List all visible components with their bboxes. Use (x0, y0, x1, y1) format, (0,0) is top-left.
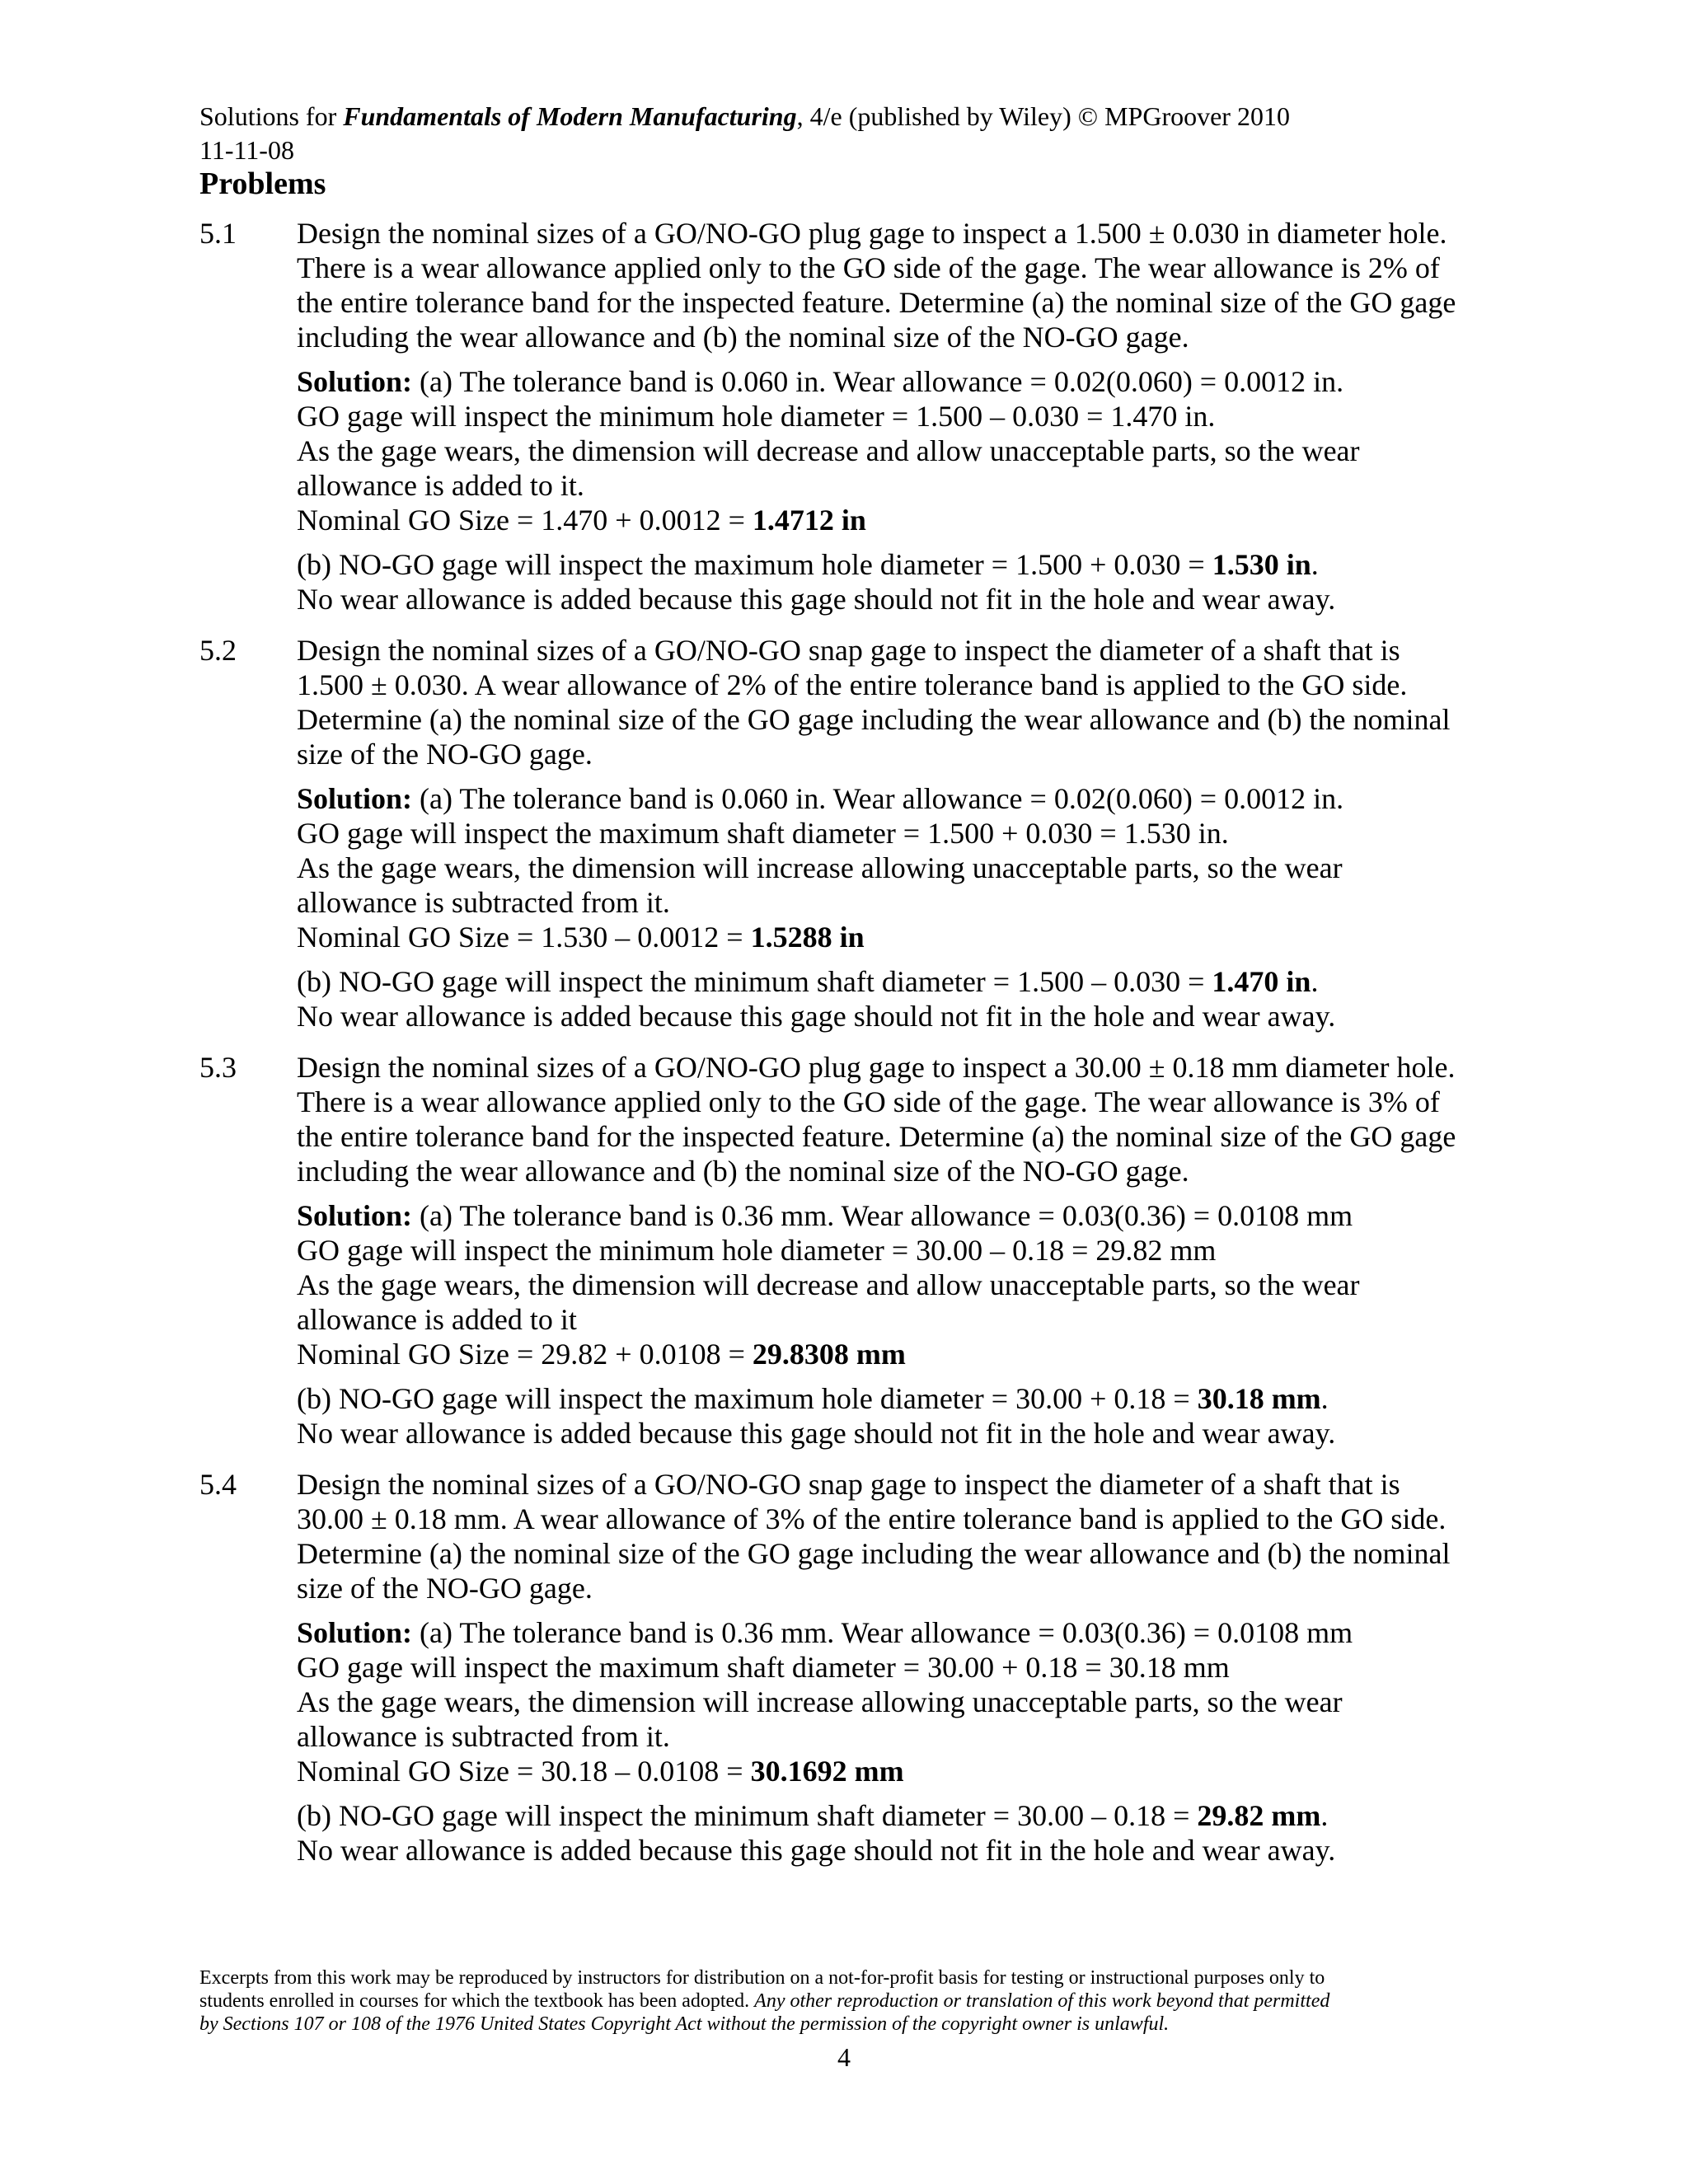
problem-item (199, 633, 1518, 1043)
statement-line: Design the nominal sizes of a GO/NO-GO plug gage to inspect a 1.500 ± 0.030 in diameter hole. (297, 217, 1447, 250)
solution-part-b (297, 1798, 1490, 1868)
section-title: Problems (199, 166, 326, 201)
problem-body (297, 216, 1490, 626)
nogo-suffix: . (1320, 1799, 1329, 1832)
statement-line: Design the nominal sizes of a GO/NO-GO plug gage to inspect a 30.00 ± 0.18 mm diameter hole. (297, 1051, 1456, 1084)
problem-item (199, 216, 1518, 626)
nogo-equation: (b) NO-GO gage will inspect the maximum hole diameter = 1.500 + 0.030 = (297, 548, 1212, 581)
nominal-go-equation: Nominal GO Size = 1.470 + 0.0012 = (297, 504, 753, 537)
solution-line: As the gage wears, the dimension will decrease and allow unacceptable parts, so the wear (297, 1268, 1360, 1301)
nominal-go-equation: Nominal GO Size = 29.82 + 0.0108 = (297, 1338, 753, 1371)
nominal-go-result: 30.1692 mm (750, 1755, 904, 1788)
problem-statement (297, 1467, 1490, 1605)
nogo-suffix: . (1311, 965, 1319, 998)
solution-line: allowance is subtracted from it. (297, 1720, 670, 1753)
nogo-suffix: . (1311, 548, 1319, 581)
nogo-equation: (b) NO-GO gage will inspect the maximum hole diameter = 30.00 + 0.18 = (297, 1382, 1198, 1415)
statement-line: the entire tolerance band for the inspected feature. Determine (a) the nominal size of the GO gage (297, 1120, 1456, 1153)
footer-line-3 (199, 2013, 1502, 2036)
solution-part-a-text: (a) The tolerance band is 0.060 in. Wear allowance = 0.02(0.060) = 0.0012 in. (412, 782, 1344, 815)
solution-first-line (297, 1198, 1490, 1233)
solution-part-b (297, 1381, 1490, 1451)
solution-part-b (297, 964, 1490, 1033)
problem-body (297, 1467, 1490, 1877)
solution-part-a (297, 364, 1490, 537)
solution-part-a-text: (a) The tolerance band is 0.060 in. Wear allowance = 0.02(0.060) = 0.0012 in. (412, 365, 1344, 398)
statement-line: Determine (a) the nominal size of the GO gage including the wear allowance and (b) the nominal (297, 1537, 1451, 1570)
problem-number: 5.1 (199, 217, 237, 250)
problem-statement (297, 216, 1490, 354)
solution-label: Solution: (297, 1616, 413, 1649)
nominal-go-size (297, 503, 1490, 537)
solution-line: allowance is added to it. (297, 469, 584, 502)
nominal-go-result: 1.4712 in (752, 504, 866, 537)
nogo-note: No wear allowance is added because this gage should not fit in the hole and wear away. (297, 1417, 1336, 1450)
solution-part-a (297, 1198, 1490, 1371)
nominal-go-equation: Nominal GO Size = 30.18 – 0.0108 = (297, 1755, 751, 1788)
nogo-size (297, 1381, 1490, 1416)
solution-line: GO gage will inspect the maximum shaft diameter = 30.00 + 0.18 = 30.18 mm (297, 1651, 1230, 1684)
statement-line: including the wear allowance and (b) the nominal size of the NO-GO gage. (297, 321, 1189, 354)
problem-item (199, 1467, 1518, 1877)
statement-line: size of the NO-GO gage. (297, 738, 593, 771)
footer-line-2-italic: Any other reproduction or translation of this work beyond that permitted (754, 1990, 1330, 2012)
copyright-footer (199, 1966, 1502, 2036)
solution-label: Solution: (297, 782, 413, 815)
nominal-go-result: 29.8308 mm (752, 1338, 906, 1371)
solution-line: allowance is added to it (297, 1303, 577, 1336)
problem-body (297, 1050, 1490, 1460)
nogo-suffix: . (1320, 1382, 1329, 1415)
header-prefix: Solutions for (199, 101, 344, 131)
nogo-size (297, 1798, 1490, 1833)
solution-line: allowance is subtracted from it. (297, 886, 670, 919)
problem-item (199, 1050, 1518, 1460)
nominal-go-size (297, 1754, 1490, 1788)
problem-list (199, 216, 1518, 1884)
nominal-go-equation: Nominal GO Size = 1.530 – 0.0012 = (297, 921, 751, 954)
solution-line: GO gage will inspect the minimum hole diameter = 30.00 – 0.18 = 29.82 mm (297, 1234, 1217, 1267)
page-number: 4 (837, 2042, 851, 2072)
problem-number: 5.2 (199, 634, 237, 667)
statement-line: size of the NO-GO gage. (297, 1572, 593, 1605)
statement-line: There is a wear allowance applied only to the GO side of the gage. The wear allowance is 2% of (297, 251, 1440, 284)
nogo-note: No wear allowance is added because this gage should not fit in the hole and wear away. (297, 1834, 1336, 1867)
nominal-go-result: 1.5288 in (750, 921, 865, 954)
nogo-size (297, 964, 1490, 999)
statement-line: Design the nominal sizes of a GO/NO-GO snap gage to inspect the diameter of a shaft that is (297, 1468, 1400, 1501)
footer-line-3-italic: by Sections 107 or 108 of the 1976 United States Copyright Act without the permission of the copyright owner is unlawful. (199, 2013, 1170, 2035)
statement-line: 1.500 ± 0.030. A wear allowance of 2% of the entire tolerance band is applied to the GO side. (297, 668, 1408, 701)
statement-line: There is a wear allowance applied only to the GO side of the gage. The wear allowance is 3% of (297, 1085, 1440, 1118)
solution-part-a-text: (a) The tolerance band is 0.36 mm. Wear allowance = 0.03(0.36) = 0.0108 mm (412, 1199, 1353, 1232)
nogo-size (297, 547, 1490, 582)
statement-line: 30.00 ± 0.18 mm. A wear allowance of 3% of the entire tolerance band is applied to the GO side. (297, 1502, 1447, 1535)
footer-line-2-plain: students enrolled in courses for which the textbook has been adopted. (199, 1990, 755, 2012)
statement-line: Determine (a) the nominal size of the GO gage including the wear allowance and (b) the nominal (297, 703, 1451, 736)
problem-statement (297, 1050, 1490, 1188)
solution-line: As the gage wears, the dimension will increase allowing unacceptable parts, so the wear (297, 1685, 1343, 1718)
solution-label: Solution: (297, 365, 413, 398)
solution-line: As the gage wears, the dimension will increase allowing unacceptable parts, so the wear (297, 851, 1343, 884)
nogo-result: 1.530 in (1212, 548, 1311, 581)
solution-part-b (297, 547, 1490, 616)
solution-part-a (297, 1615, 1490, 1788)
statement-line: Design the nominal sizes of a GO/NO-GO snap gage to inspect the diameter of a shaft that is (297, 634, 1400, 667)
solution-first-line (297, 1615, 1490, 1650)
solution-line: GO gage will inspect the maximum shaft diameter = 1.500 + 0.030 = 1.530 in. (297, 817, 1229, 850)
nogo-result: 1.470 in (1212, 965, 1311, 998)
problem-statement (297, 633, 1490, 771)
nogo-equation: (b) NO-GO gage will inspect the minimum shaft diameter = 1.500 – 0.030 = (297, 965, 1212, 998)
nogo-result: 29.82 mm (1197, 1799, 1321, 1832)
nogo-equation: (b) NO-GO gage will inspect the minimum shaft diameter = 30.00 – 0.18 = (297, 1799, 1198, 1832)
header-date: 11-11-08 (199, 135, 294, 165)
footer-line-1: Excerpts from this work may be reproduced by instructors for distribution on a not-for-profit basis for testing or instructional purposes only to (199, 1967, 1325, 1989)
statement-line: the entire tolerance band for the inspected feature. Determine (a) the nominal size of the GO gage (297, 286, 1456, 319)
problem-number: 5.3 (199, 1051, 237, 1084)
solution-line: GO gage will inspect the minimum hole diameter = 1.500 – 0.030 = 1.470 in. (297, 400, 1216, 433)
nominal-go-size (297, 1337, 1490, 1371)
footer-line-2 (199, 1990, 1502, 2013)
solution-label: Solution: (297, 1199, 413, 1232)
problem-number: 5.4 (199, 1468, 237, 1501)
solution-first-line (297, 364, 1490, 399)
nominal-go-size (297, 920, 1490, 954)
nogo-note: No wear allowance is added because this gage should not fit in the hole and wear away. (297, 1000, 1336, 1033)
page-header (199, 99, 1290, 134)
solution-line: As the gage wears, the dimension will decrease and allow unacceptable parts, so the wear (297, 434, 1360, 467)
header-suffix: , 4/e (published by Wiley) © MPGroover 2010 (796, 101, 1290, 131)
problem-body (297, 633, 1490, 1043)
statement-line: including the wear allowance and (b) the nominal size of the NO-GO gage. (297, 1155, 1189, 1188)
nogo-result: 30.18 mm (1197, 1382, 1321, 1415)
nogo-note: No wear allowance is added because this gage should not fit in the hole and wear away. (297, 583, 1336, 616)
solution-part-a (297, 781, 1490, 954)
book-title: Fundamentals of Modern Manufacturing (343, 101, 797, 131)
solution-first-line (297, 781, 1490, 816)
solution-part-a-text: (a) The tolerance band is 0.36 mm. Wear allowance = 0.03(0.36) = 0.0108 mm (412, 1616, 1353, 1649)
